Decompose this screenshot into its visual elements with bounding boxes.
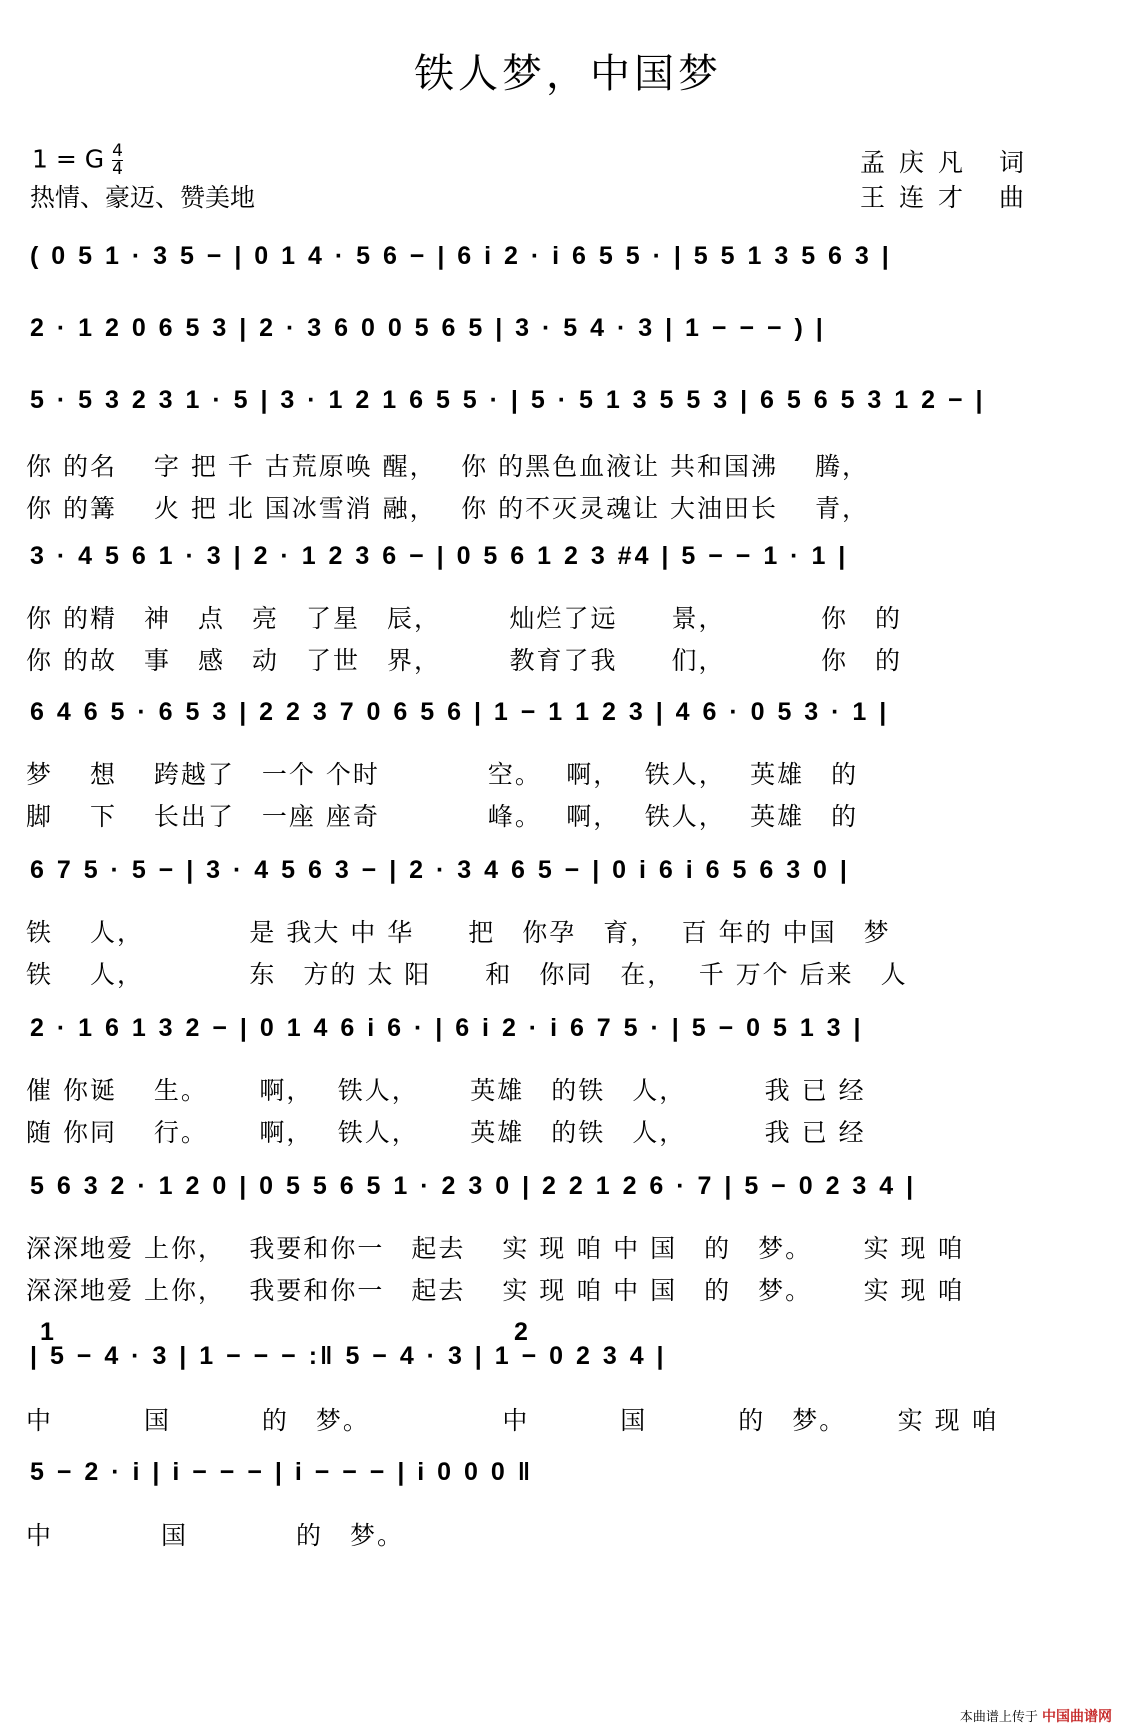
music-line-2 [30,308,1110,352]
song-title: 铁人梦，中国梦 [414,51,722,97]
music-line-6 [30,850,1110,894]
site-logo: 中国曲谱网 [1042,1709,1112,1725]
lyric-line-1: 你 的名 字 把 千 古荒原唤 醒， 你 的黑色血液让 共和国沸 腾， [26,452,869,481]
music-line-5 [30,692,1110,736]
lyric-line-3: 你 的精 神 点 亮 了星 辰， 灿烂了远 景， 你 的 [26,604,902,633]
lyric-line-4: 你 的故 事 感 动 了世 界， 教育了我 们， 你 的 [26,646,902,675]
notes: 5 − 2 · i | i − − − | i − − − | i 0 0 0 ‖ [30,1458,534,1486]
lyric-line-8: 铁 人， 东 方的 太 阳 和 你同 在， 千 万个 后来 人 [26,960,908,989]
music-line-9 [30,1336,1110,1380]
notes: 3 · 4 5 6 1 · 3 | 2 · 1 2 3 6 − | 0 5 6 1 2 3 #4 | 5 − − 1 · 1 | [30,542,849,570]
notes: 6 7 5 · 5 − | 3 · 4 5 6 3 − | 2 · 3 4 6 5 − | 0 i 6 i 6 5 6 3 0 | [30,856,850,884]
lyric-line-2: 你 的篝 火 把 北 国冰雪消 融， 你 的不灭灵魂让 大油田长 青， [26,494,869,523]
key-signature [32,143,123,178]
lyric-line-7: 铁 人， 是 我大 中 华 把 你孕 育， 百 年的 中国 梦 [26,918,891,947]
footer-text: 本曲谱上传于 [959,1710,1038,1725]
lyric-line-9: 催 你诞 生。 啊， 铁人， 英雄 的铁 人， 我 已 经 [26,1076,866,1105]
tempo-mark: 热情、豪迈、赞美地 [30,183,256,212]
notes: 2 · 1 2 0 6 5 3 | 2 · 3 6 0 0 5 6 5 | 3 · 5 4 · 3 | 1 − − − ) | [30,314,826,342]
lyric-line-6: 脚 下 长出了 一座 座奇 峰。 啊， 铁人， 英雄 的 [26,802,859,831]
lyric-line-14: 中 国 的 梦。 [26,1521,405,1550]
lyric-line-13: 中 国 的 梦。 中 国 的 梦。 实 现 咱 [26,1406,999,1435]
music-line-7 [30,1008,1110,1052]
lyricist-credit: 孟庆凡 词 [860,148,1038,177]
notes: 5 · 5 3 2 3 1 · 5 | 3 · 1 2 1 6 5 5 · | 5 · 5 1 3 5 5 3 | 6 5 6 5 3 1 2 − | [30,386,986,414]
music-line-3 [30,380,1110,424]
composer-credit: 王连才 曲 [860,183,1038,212]
music-line-8 [30,1166,1110,1210]
key-label: 1 = G [32,144,105,174]
music-line-10 [30,1452,1110,1496]
lyric-line-11: 深深地爱 上你， 我要和你一 起去 实 现 咱 中 国 的 梦。 实 现 咱 [26,1234,965,1263]
source-footer [960,1706,1112,1726]
first-ending-number: 1 [40,1318,54,1346]
music-line-4 [30,536,1110,580]
time-sig-num: 4 [112,141,123,161]
lyric-line-12: 深深地爱 上你， 我要和你一 起去 实 现 咱 中 国 的 梦。 实 现 咱 [26,1276,965,1305]
second-ending-number: 2 [514,1318,528,1346]
notes: ( 0 5 1 · 3 5 − | 0 1 4 · 5 6 − | 6 i 2 · i 6 5 5 · | 5 5 1 3 5 6 3 | [30,242,892,270]
lyric-line-5: 梦 想 跨越了 一个 个时 空。 啊， 铁人， 英雄 的 [26,760,859,789]
notes: 2 · 1 6 1 3 2 − | 0 1 4 6 i 6 · | 6 i 2 · i 6 7 5 · | 5 − 0 5 1 3 | [30,1014,864,1042]
notes: 6 4 6 5 · 6 5 3 | 2 2 3 7 0 6 5 6 | 1 − 1 1 2 3 | 4 6 · 0 5 3 · 1 | [30,698,890,726]
notes: 5 6 3 2 · 1 2 0 | 0 5 5 6 5 1 · 2 3 0 | 2 2 1 2 6 · 7 | 5 − 0 2 3 4 | [30,1172,917,1200]
lyric-line-10: 随 你同 行。 啊， 铁人， 英雄 的铁 人， 我 已 经 [26,1118,866,1147]
music-line-1 [30,236,1110,280]
notes: | 5 − 4 · 3 | 1 − − − :‖ 5 − 4 · 3 | 1 − 0 2 3 4 | [30,1342,667,1370]
time-sig-den: 4 [112,159,123,179]
time-signature [112,143,123,178]
